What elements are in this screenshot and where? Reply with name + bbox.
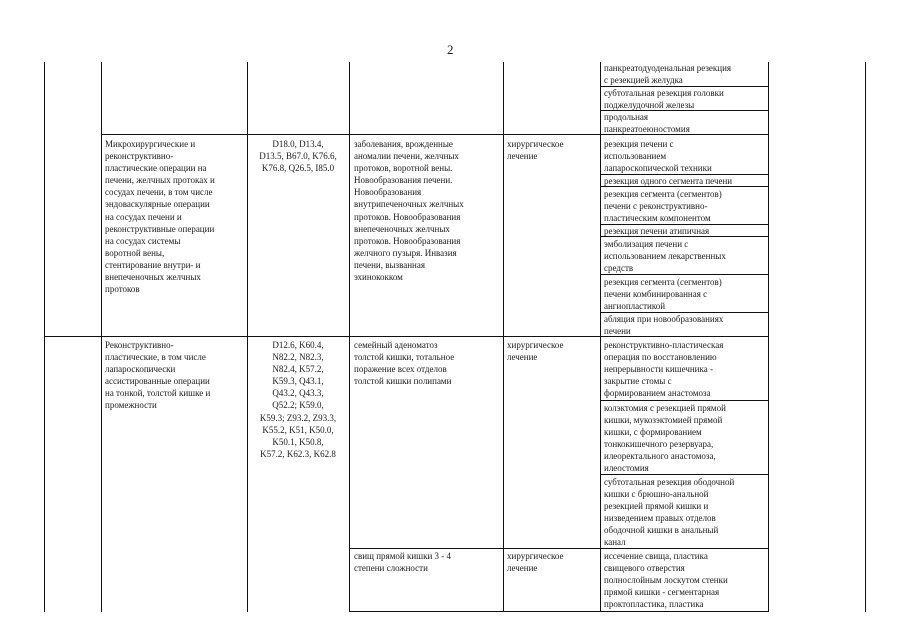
column-divider <box>247 62 248 612</box>
row1-treatment: хирургическое лечение <box>507 139 564 162</box>
row1-name: Микрохирургические и реконструктивно- пластические операции на печени, желчных протоках и сосудах печени, в том числе эндоваскулярные операции на сосудах печени и реконструктивные операции на сосудах системы воротной вены, стентирование внутри- и внепеченочных желчных протоков <box>105 139 215 295</box>
column-divider <box>600 62 601 612</box>
table-border-right <box>865 62 866 612</box>
column-divider <box>349 62 350 612</box>
row2-disease: семейный аденоматоз толстой кишки, тотальное поражение всех отделов толстой кишки полипами <box>354 340 455 387</box>
column-divider <box>503 62 504 612</box>
method-text: иссечение свища, пластика свищевого отверстия полнослойным лоскутом стенки прямой кишки - сегментарная проктопластика, пластика <box>604 551 728 610</box>
row-divider <box>349 611 769 612</box>
method-text: резекция сегмента (сегментов) печени с реконструктивно- пластическим компонентом <box>604 189 722 224</box>
method-text: эмболизация печени с использованием лекарственных средств <box>604 239 726 274</box>
method-text: субтотальная резекция ободочной кишки с брюшно-анальной резекцией прямой кишки и низведением правых отделов ободочной кишки в анальный канал <box>604 477 735 548</box>
row2-sub2-treatment: хирургическое лечение <box>507 551 564 574</box>
row-divider <box>600 400 769 401</box>
row1-disease: заболевания, врожденные аномалии печени, желчных протоков, воротной вены. Новообразования печени. Новообразования внутрипеченочных желчных протоков. Новообразования внепеченочных желчных протоков. Новообразования желчного пузыря. Инвазия печени, вызванная эхинококком <box>354 139 464 283</box>
method-text: панкреатодуоденальная резекция с резекцией желудка <box>604 63 732 86</box>
method-text: субтотальная резекция головки поджелудочной железы <box>604 88 724 111</box>
page-number: 2 <box>447 42 454 57</box>
method-text: продольная панкреатоеюностомия <box>604 112 690 135</box>
method-text: колэктомия с резекцией прямой кишки, мукозэктомией прямой кишки, с формированием тонкокишечного резервуара, илеоректального анастомоза, илеостомия <box>604 403 726 474</box>
method-text: резекция сегмента (сегментов) печени комбинированная с ангиопластикой <box>604 277 722 312</box>
row2-treatment: хирургическое лечение <box>507 340 564 363</box>
method-text: абляция при новообразованиях печени <box>604 314 724 337</box>
method-text: резекция печени с использованием лапароскопической техники <box>604 139 712 174</box>
method-text: резекция одного сегмента печени <box>604 176 733 186</box>
table-border-left <box>44 62 45 612</box>
column-divider <box>768 62 769 612</box>
row1-codes: D18.0, D13.4, D13.5, B67.0, K76.6, K76.8, Q26.5, I85.0 <box>259 139 337 174</box>
method-text: резекция печени атипичная <box>604 226 710 236</box>
column-divider <box>101 62 102 612</box>
row2-sub2-disease: свищ прямой кишки 3 - 4 степени сложности <box>354 551 452 574</box>
row2-codes: D12.6, K60.4, N82.2, N82.3, N82.4, K57.2, K59.3, Q43.1, Q43.2, Q43.3, Q52.2; K59.0, K59.3; Z93.2, Z93.3, K55.2, K51, K50.0, K50.1, K50.8, K57.2, K62.3, K62.8 <box>259 340 337 459</box>
method-text: реконструктивно-пластическая операция по восстановлению непрерывности кишечника - закрытие стомы с формированием анастомоза <box>604 340 724 399</box>
row2-name: Реконструктивно- пластические, в том числе лапароскопически ассистированные операции на тонкой, толстой кишке и промежности <box>105 340 211 411</box>
